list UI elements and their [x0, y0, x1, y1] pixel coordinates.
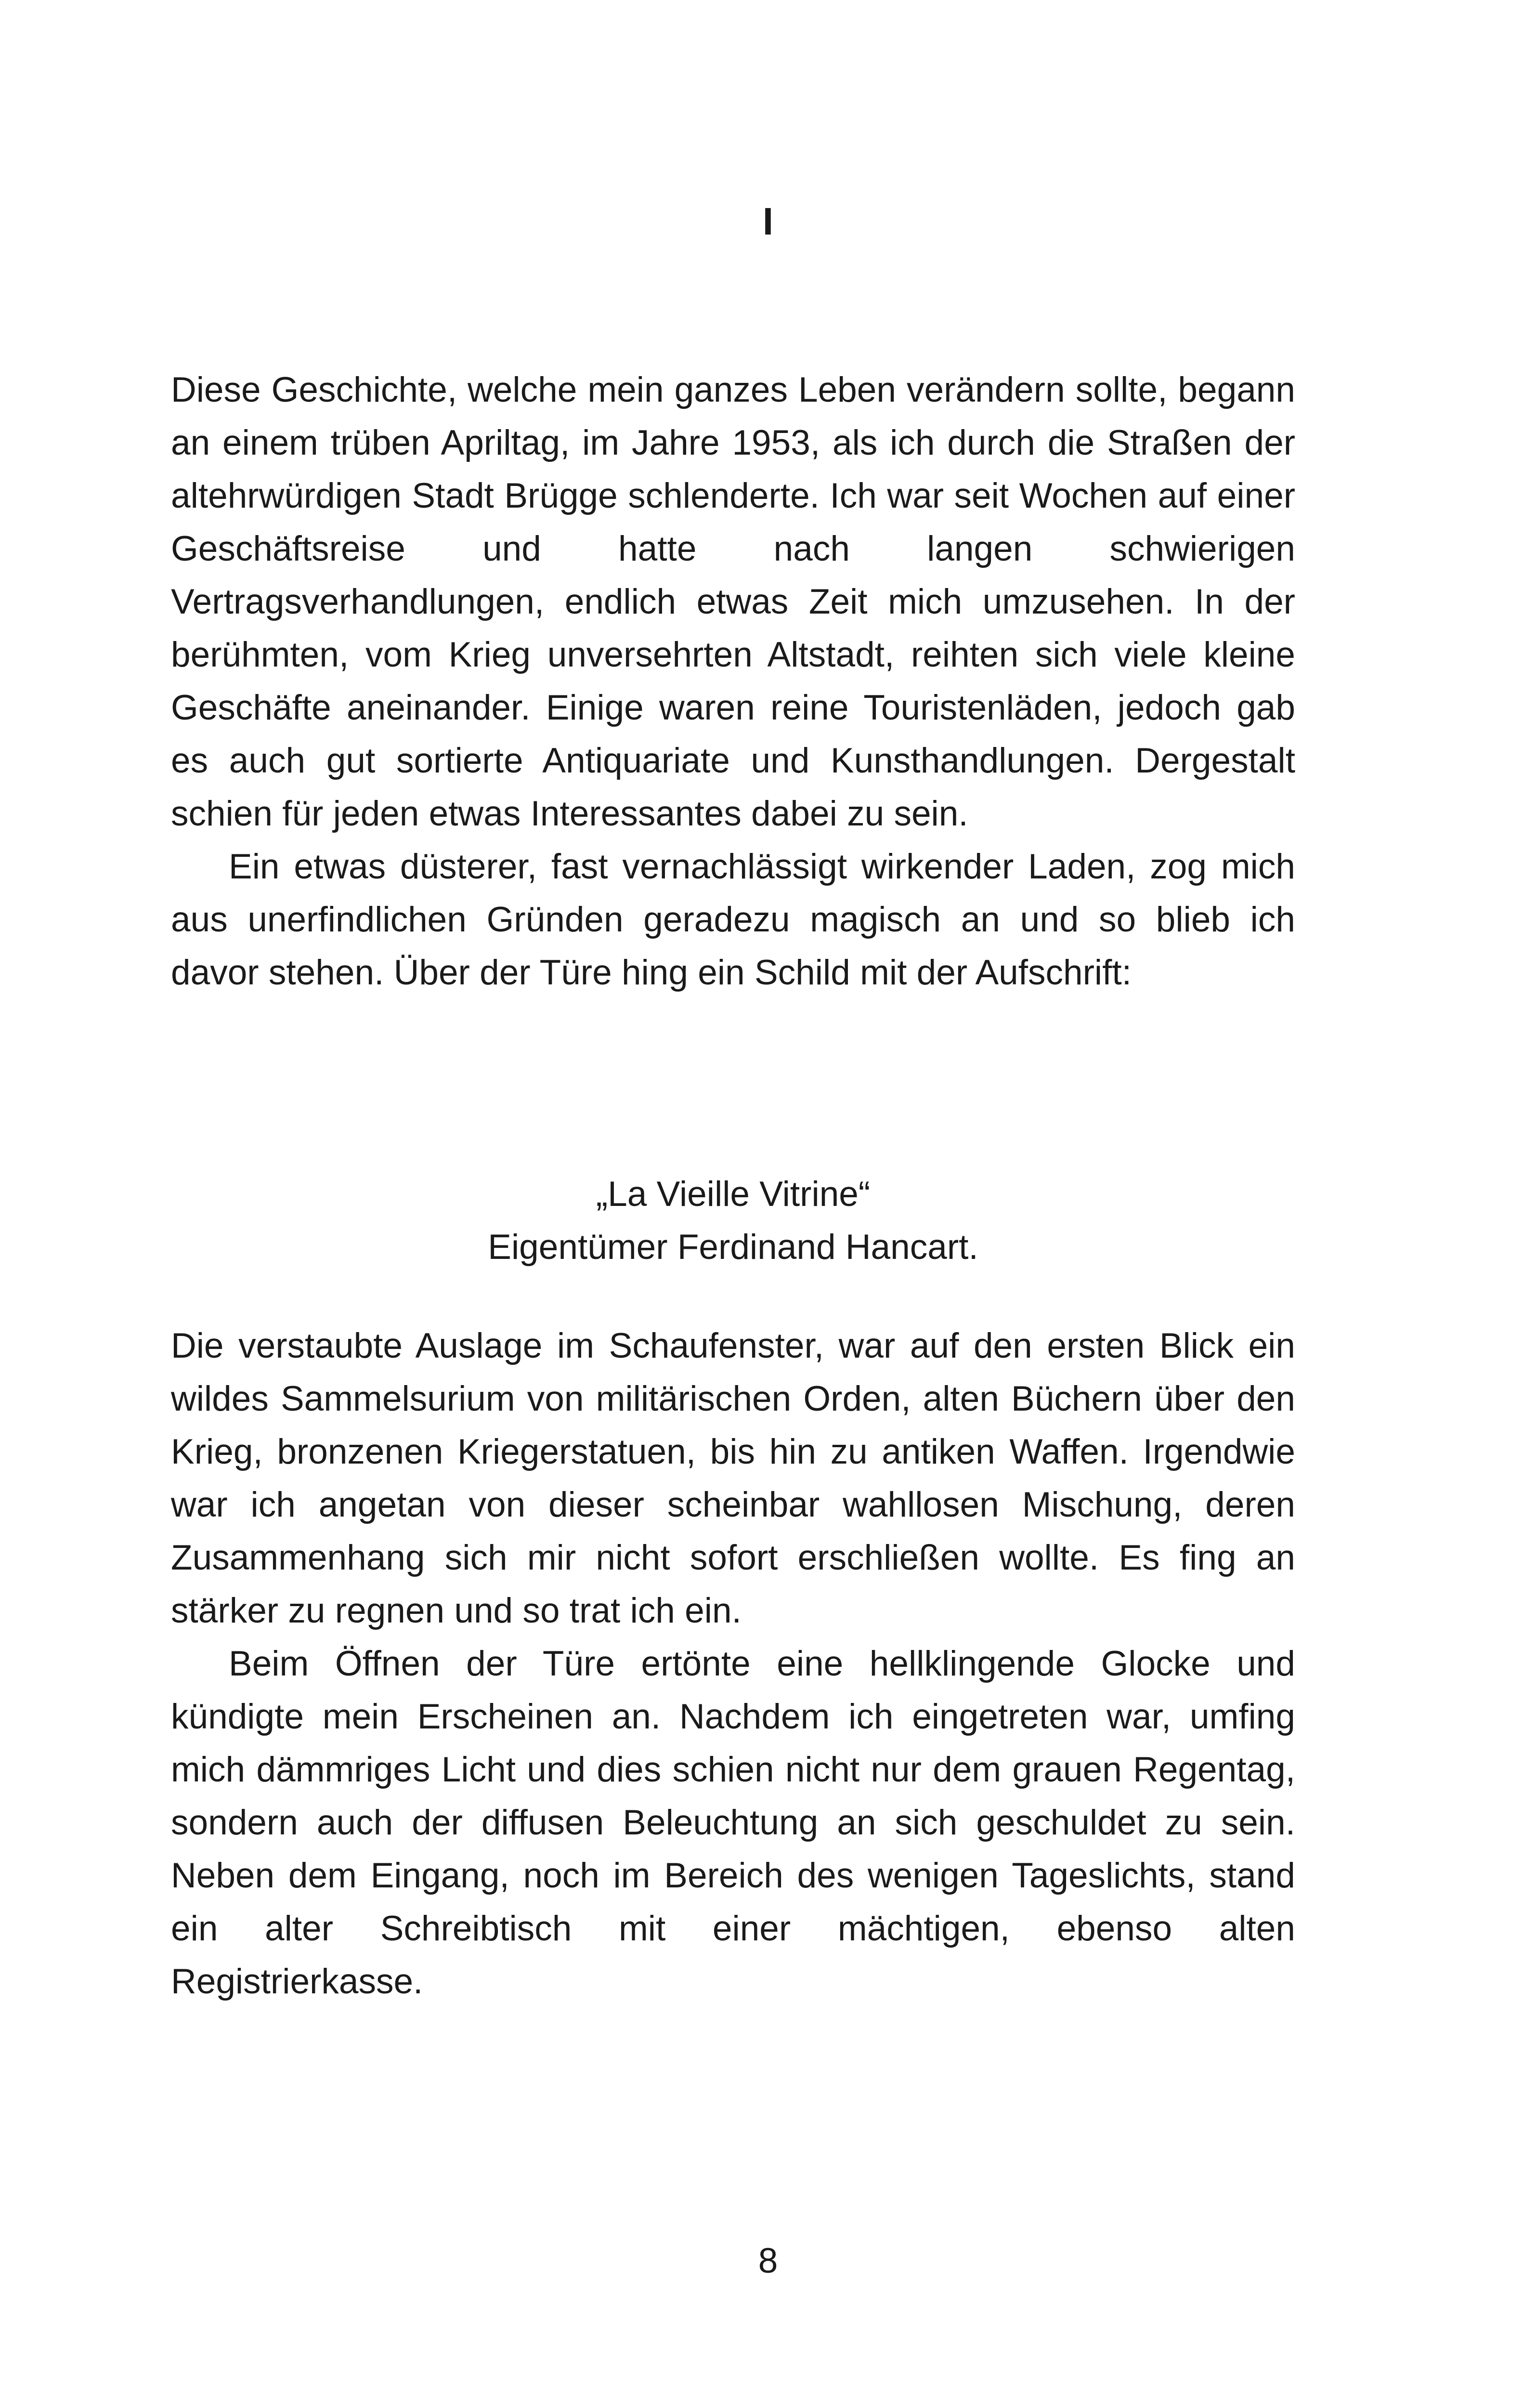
paragraph-4: Beim Öffnen der Türe ertönte eine hellklingende Glocke und kündigte mein Erscheinen an. Nachdem ich eingetreten war, umfing mich dämmriges Licht und dies schien nicht nur dem grauen Regentag, sondern auch der diffusen Beleuchtung an sich geschuldet zu sein. Neben dem Eingang, noch im Bereich des wenigen Tageslichts, stand ein alter Schreibtisch mit einer mächtigen, ebenso alten Registrierkasse. [171, 1644, 1295, 2001]
paragraph-3: Die verstaubte Auslage im Schaufenster, war auf den ersten Blick ein wildes Sammelsurium von militärischen Orden, alten Büchern über den Krieg, bronzenen Kriegerstatuen, bis hin zu antiken Waffen. Irgendwie war ich angetan von dieser scheinbar wahllosen Mischung, deren Zusammenhang sich mir nicht sofort erschließen wollte. Es fing an stärker zu regnen und so trat ich ein. [171, 1326, 1295, 1630]
page-number: 8 [758, 2241, 778, 2280]
chapter-heading: I [762, 200, 774, 243]
shop-sign-name: „La Vieille Vitrine“ [596, 1175, 871, 1214]
text-block-after-sign [171, 1320, 1295, 2008]
paragraph-2: Ein etwas düsterer, fast vernachlässigt wirkender Laden, zog mich aus unerfindlichen Gründen geradezu magisch an und so blieb ich davor stehen. Über der Türe hing ein Schild mit der Aufschrift: [171, 847, 1295, 992]
paragraph-1: Diese Geschichte, welche mein ganzes Leben verändern sollte, begann an einem trüben Apriltag, im Jahre 1953, als ich durch die Straßen der altehrwürdigen Stadt Brügge schlenderte. Ich war seit Wochen auf einer Geschäftsreise und hatte nach langen schwierigen Vertragsverhandlungen, endlich etwas Zeit mich umzusehen. In der berühmten, vom Krieg unversehrten Altstadt, reihten sich viele kleine Geschäfte aneinander. Einige waren reine Touristenläden, jedoch gab es auch gut sortierte Antiquariate und Kunsthandlungen. Dergestalt schien für jeden etwas Interessantes dabei zu sein. [171, 370, 1295, 833]
text-block-before-sign [171, 364, 1295, 999]
shop-sign-owner: Eigentümer Ferdinand Hancart. [488, 1228, 978, 1267]
shop-sign-text [171, 1168, 1295, 1274]
